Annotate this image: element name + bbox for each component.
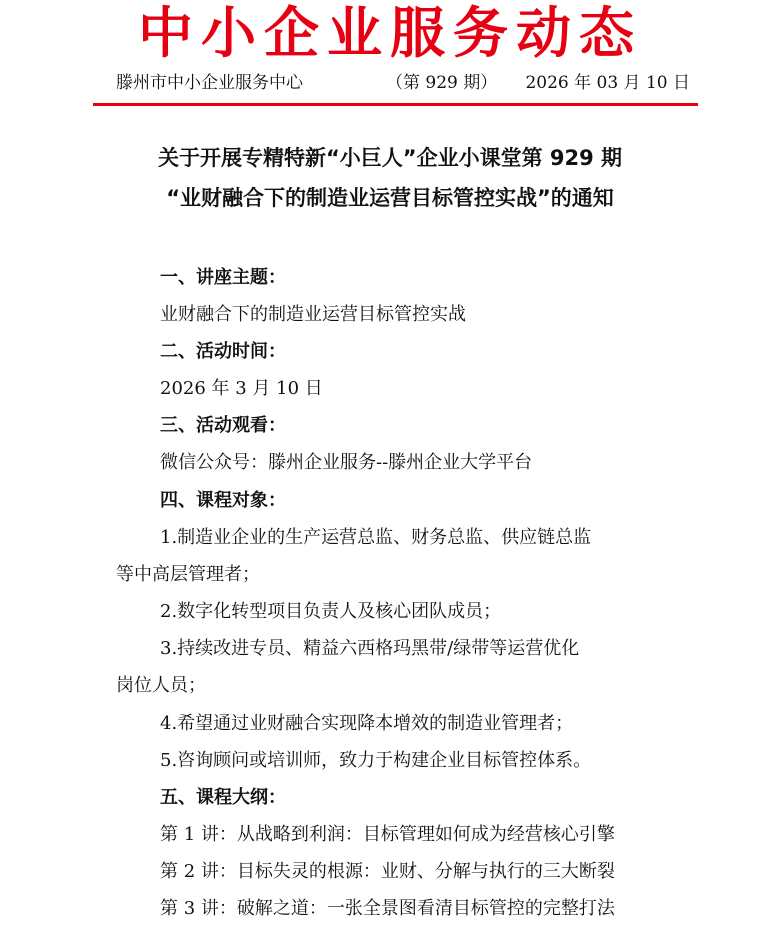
issue-date: 2026 年 03 月 10 日 — [525, 73, 690, 93]
audience-item-5: 5.咨询顾问或培训师，致力于构建企业目标管控体系。 — [160, 750, 592, 771]
section-heading-watch: 三、活动观看： — [160, 415, 286, 436]
audience-item-4: 4.希望通过业财融合实现降本增效的制造业管理者； — [160, 713, 574, 734]
topic-content: 业财融合下的制造业运营目标管控实战 — [160, 304, 466, 325]
outline-lecture-1: 第 1 讲：从战略到利润：目标管理如何成为经营核心引擎 — [160, 824, 615, 845]
section-heading-outline: 五、课程大纲： — [160, 787, 286, 808]
outline-lecture-2: 第 2 讲：目标失灵的根源：业财、分解与执行的三大断裂 — [160, 861, 615, 882]
issue-info-line — [116, 68, 690, 98]
masthead-title: 中小企业服务动态 — [137, 1, 642, 65]
audience-item-2: 2.数字化转型项目负责人及核心团队成员； — [160, 601, 502, 622]
issuer-name: 滕州市中小企业服务中心 — [116, 73, 303, 93]
time-content: 2026 年 3 月 10 日 — [160, 378, 323, 399]
audience-item-3-continued: 岗位人员； — [116, 675, 206, 696]
audience-item-3: 3.持续改进专员、精益六西格玛黑带/绿带等运营优化 — [160, 638, 580, 659]
section-heading-time: 二、活动时间： — [160, 341, 286, 362]
issue-number: （第 929 期） — [386, 73, 498, 93]
outline-lecture-3: 第 3 讲：破解之道：一张全景图看清目标管控的完整打法 — [160, 898, 615, 919]
audience-item-1-continued: 等中高层管理者； — [116, 564, 260, 585]
section-heading-audience: 四、课程对象： — [160, 490, 286, 511]
notice-title-line-1: 关于开展专精特新“小巨人”企业小课堂第 929 期 — [157, 146, 623, 170]
watch-content: 微信公众号：滕州企业服务--滕州企业大学平台 — [160, 452, 533, 473]
audience-item-1: 1.制造业企业的生产运营总监、财务总监、供应链总监 — [160, 527, 592, 548]
section-heading-topic: 一、讲座主题： — [160, 267, 286, 288]
notice-title-line-2: “业财融合下的制造业运营目标管控实战”的通知 — [166, 186, 614, 210]
header-divider — [93, 103, 698, 106]
